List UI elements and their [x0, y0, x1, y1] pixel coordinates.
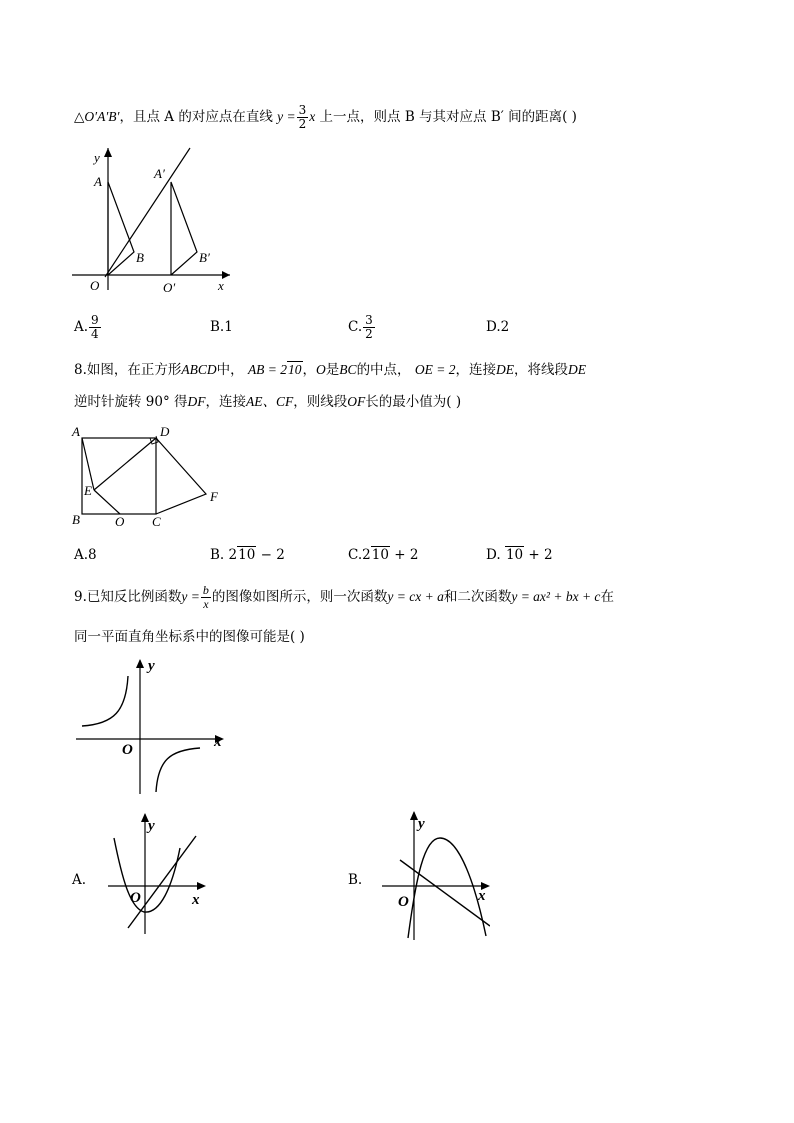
q7-y-label: y — [94, 150, 100, 165]
q8-stem-line2: 逆时针旋转 90° 得DF，连接AE、CF，则线段OF长的最小值为( ) — [74, 394, 462, 410]
q7-option-b: B.1 — [210, 319, 233, 335]
q7-point-b1: B′ — [199, 250, 210, 265]
q7-stem: △O′A′B′，且点 A 的对应点在直线 y = $\frac{3}{2}$ x 上一点，则点 B 与其对应点 B′ 间的距离( ) — [74, 103, 577, 131]
q8-point-b: B — [72, 512, 80, 527]
q9-origin-label: O — [122, 742, 133, 758]
q8-point-a: A — [72, 424, 80, 439]
q7-line-fraction: $\frac{3}{2}$ — [298, 103, 307, 131]
q9-stem-line1: 9.已知反比例函数y = $\frac{b}{x}$ 的图像如图所示，则一次函数y = cx + a和二次函数y = ax² + bx + c在 — [74, 583, 614, 611]
q8-option-c: C.210 + 2 — [348, 547, 419, 563]
q7-option-c: C. $\frac{3}{2}$ — [348, 313, 373, 341]
q8-option-b: B. 210 − 2 — [210, 547, 285, 563]
q8-point-e: E — [84, 483, 92, 498]
q9-option-b-graph — [380, 808, 490, 943]
q7-point-o: O — [90, 278, 100, 293]
q9b-x-label: x — [478, 888, 486, 904]
q9-x-label: x — [214, 734, 222, 750]
q7-point-b: B — [136, 250, 144, 265]
q9-option-b-label: B. — [348, 872, 363, 888]
q8-point-o: O — [115, 514, 125, 529]
q7-point-a1: A′ — [154, 166, 165, 181]
q9-fraction: $\frac{b}{x}$ — [202, 583, 209, 611]
q7-option-d: D.2 — [486, 319, 510, 335]
q8-option-d: D. 10 + 2 — [486, 547, 553, 563]
q8-option-a: A.8 — [74, 547, 97, 563]
q8-point-f: F — [210, 489, 218, 504]
q7-point-a: A — [94, 174, 102, 189]
q8-point-d: D — [160, 424, 170, 439]
q9-hyperbola-figure — [74, 656, 234, 796]
q8-figure — [68, 420, 238, 535]
q9-option-a-label: A. — [72, 872, 87, 888]
q9a-x-label: x — [192, 892, 200, 908]
q9a-origin-label: O — [130, 890, 141, 906]
q9-stem-line2: 同一平面直角坐标系中的图像可能是( ) — [74, 629, 305, 645]
q9b-origin-label: O — [398, 894, 409, 910]
q7-triangle: △O′A′B′ — [74, 109, 120, 124]
q9-option-a-graph — [100, 808, 210, 938]
q8-point-c: C — [152, 514, 161, 529]
q8-stem-line1: 8.如图，在正方形ABCD中， AB = 210，O是BC的中点， OE = 2，连接DE，将线段DE — [74, 362, 586, 378]
q7-point-o1: O′ — [163, 280, 176, 295]
q7-option-a: A. $\frac{9}{4}$ — [74, 313, 99, 341]
q7-figure — [70, 140, 250, 300]
q9-y-label: y — [148, 658, 155, 674]
q7-x-label: x — [218, 278, 224, 293]
q9b-y-label: y — [418, 816, 425, 832]
q9a-y-label: y — [148, 818, 155, 834]
